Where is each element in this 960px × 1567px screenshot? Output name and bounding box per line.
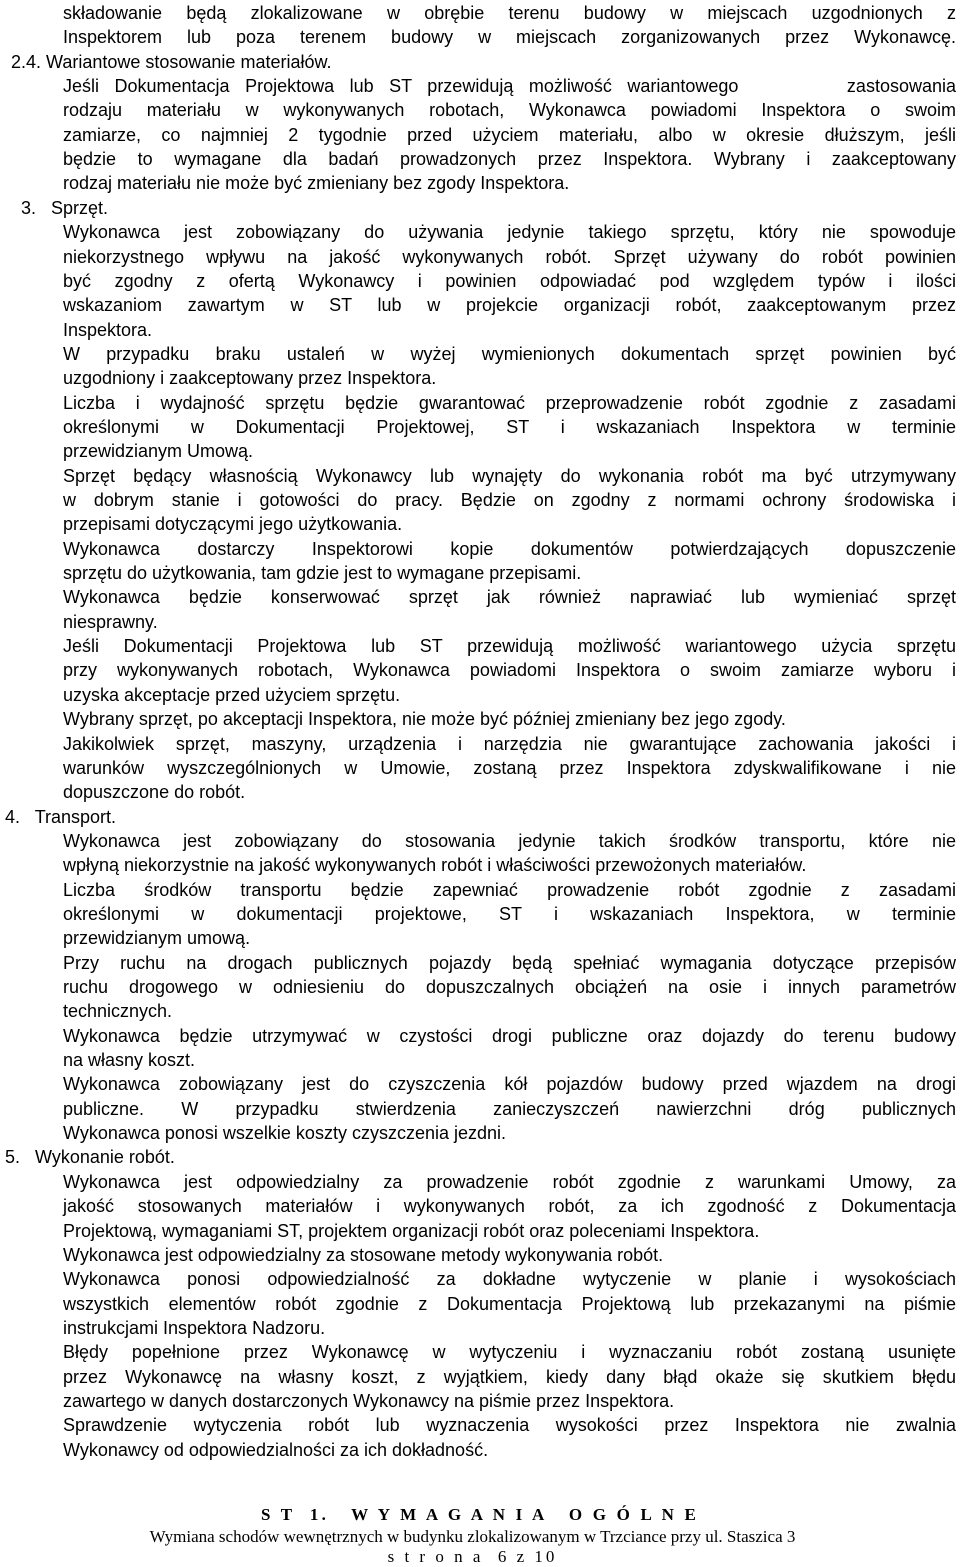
text-line: Projektową, wymaganiami ST, projektem organizacji robót oraz poleceniami Inspektora. bbox=[63, 1220, 760, 1241]
section-heading: 2.4. Wariantowe stosowanie materiałów. bbox=[11, 51, 332, 72]
text-line: Wykonawca jest zobowiązany do używania jedynie takiego sprzętu, który nie spowoduje bbox=[63, 222, 956, 243]
text-line: przewidzianym umową. bbox=[63, 928, 251, 949]
text-line: zamiarze, co najmniej 2 tygodnie przed użyciem materiału, albo w okresie dłuższym, jeśli bbox=[63, 124, 956, 145]
text-line: Wykonawca jest odpowiedzialny za prowadzenie robót zgodnie z warunkami Umowy, za bbox=[63, 1171, 956, 1192]
text-line: niesprawny. bbox=[63, 611, 158, 632]
text-line: ruchu drogowego w odniesieniu do dopuszczalnych obciążeń na osie i innych parametrów bbox=[63, 977, 956, 997]
text-line: Wykonawca jest odpowiedzialny za stosowane metody wykonywania robót. bbox=[63, 1244, 664, 1265]
text-line: Wykonawca będzie utrzymywać w czystości drogi publiczne oraz dojazdy do terenu budowy bbox=[63, 1025, 956, 1046]
text-line: Wykonawca zobowiązany jest do czyszczenia kół pojazdów budowy przed wjazdem na drogi bbox=[63, 1074, 956, 1095]
text-line: rodzaju materiału w wykonywanych robotach, Wykonawca powiadomi Inspektora o swoim bbox=[63, 100, 956, 121]
text-line: określonymi w dokumentacji projektowe, ST i wskazaniach Inspektora, w terminie bbox=[63, 903, 956, 924]
text-line: Wykonawca ponosi wszelkie koszty czyszczenia jezdni. bbox=[63, 1123, 507, 1144]
text-line: Wykonawca ponosi odpowiedzialność za dokładne wytyczenie w planie i wysokościach bbox=[63, 1269, 956, 1290]
footer-title: S T 1. W Y M A G A N I A O G Ó L N E bbox=[260, 1505, 700, 1524]
text-line: Inspektorem lub poza terenem budowy w miejscach zorganizowanych przez Wykonawcę. bbox=[63, 27, 956, 48]
text-line: Wykonawca dostarczy Inspektorowi kopie dokumentów potwierdzających dopuszczenie bbox=[63, 538, 956, 559]
text-line: Liczba środków transportu będzie zapewniać prowadzenie robót zgodnie z zasadami bbox=[63, 879, 956, 900]
footer-page-number: s t r o n a 6 z 10 bbox=[387, 1547, 558, 1566]
text-line: wpłyną niekorzystnie na jakość wykonywanych robót i właściwości przewożonych materiałów. bbox=[63, 855, 807, 876]
text-line: jakość stosowanych materiałów i wykonywanych robót, za ich zgodność z Dokumentacja bbox=[63, 1196, 956, 1217]
section-heading: 5. Wykonanie robót. bbox=[5, 1147, 175, 1168]
text-line: być zgodny z ofertą Wykonawcy i powinien odpowiadać pod względem typów i ilości bbox=[63, 270, 956, 291]
text-line: przewidzianym Umową. bbox=[63, 441, 254, 462]
text-line: Wykonawca jest zobowiązany do stosowania jedynie takich środków transportu, które nie bbox=[63, 830, 956, 851]
text-line: określonymi w Dokumentacji Projektowej, ST i wskazaniach Inspektora w terminie bbox=[63, 416, 956, 437]
text-line: niekorzystnego wpływu na jakość wykonywanych robót. Sprzęt używany do robót powinien bbox=[63, 246, 956, 267]
section-heading: 3. Sprzęt. bbox=[21, 197, 109, 218]
text-line: rodzaj materiału nie może być zmieniany bez zgody Inspektora. bbox=[63, 173, 570, 194]
text-line: Jakikolwiek sprzęt, maszyny, urządzenia i narzędzia nie gwarantujące zachowania jakości i bbox=[63, 733, 956, 754]
text-line: w dobrym stanie i gotowości do pracy. Będzie on zgodny z normami ochrony środowiska i bbox=[63, 490, 956, 510]
text-line: uzgodniony i zaakceptowany przez Inspektora. bbox=[63, 368, 437, 389]
text-line: dopuszczone do robót. bbox=[63, 782, 246, 803]
text-line: składowanie będą zlokalizowane w obrębie terenu budowy w miejscach uzgodnionych z bbox=[63, 3, 956, 23]
section-heading: 4. Transport. bbox=[5, 806, 117, 827]
text-line: wszystkich elementów robót zgodnie z Dokumentacja Projektową lub przekazanymi na piśmie bbox=[63, 1293, 956, 1314]
text-line: warunków wyszczególnionych w Umowie, zostaną przez Inspektora zdyskwalifikowane i nie bbox=[63, 757, 956, 778]
footer-subtitle: Wymiana schodów wewnętrznych w budynku zlokalizowanym w Trzciance przy ul. Staszica 3 bbox=[149, 1527, 796, 1546]
text-line: Wykonawca będzie konserwować sprzęt jak również naprawiać lub wymieniać sprzęt bbox=[63, 587, 956, 608]
text-line: Wybrany sprzęt, po akceptacji Inspektora, nie może być później zmieniany bez jego zgody. bbox=[63, 709, 786, 730]
text-line: Sprzęt będący własnością Wykonawcy lub wynajęty do wykonania robót ma być utrzymywany bbox=[63, 465, 956, 486]
text-line: technicznych. bbox=[63, 1001, 173, 1022]
text-line: Wykonawcy od odpowiedzialności za ich dokładność. bbox=[63, 1439, 489, 1460]
text-line: uzyska akceptacje przed użyciem sprzętu. bbox=[63, 684, 401, 705]
text-line: będzie to wymagane dla badań prowadzonych przez Inspektora. Wybrany i zaakceptowany bbox=[63, 149, 956, 170]
text-line: Liczba i wydajność sprzętu będzie gwarantować przeprowadzenie robót zgodnie z zasadami bbox=[63, 392, 956, 413]
text-line: instrukcjami Inspektora Nadzoru. bbox=[63, 1317, 326, 1338]
text-line: Sprawdzenie wytyczenia robót lub wyznaczenia wysokości przez Inspektora nie zwalnia bbox=[63, 1415, 956, 1436]
text-line: Błędy popełnione przez Wykonawcę w wytyczeniu i wyznaczaniu robót zostaną usunięte bbox=[63, 1342, 956, 1363]
text-line: W przypadku braku ustaleń w wyżej wymienionych dokumentach sprzęt powinien być bbox=[63, 343, 956, 364]
text-line: Jeśli Dokumentacja Projektowa lub ST przewidują możliwość wariantowego zastosowania bbox=[63, 76, 956, 97]
text-line: sprzętu do użytkowania, tam gdzie jest to wymagane przepisami. bbox=[63, 563, 582, 584]
text-line: Przy ruchu na drogach publicznych pojazdy będą spełniać wymagania dotyczące przepisów bbox=[63, 952, 956, 973]
text-line: publiczne. W przypadku stwierdzenia zanieczyszczeń nawierzchni dróg publicznych bbox=[63, 1098, 956, 1119]
text-line: zawartego w danych dostarczonych Wykonawcy na piśmie przez Inspektora. bbox=[63, 1390, 675, 1411]
text-line: Inspektora. bbox=[63, 319, 153, 340]
text-line: Jeśli Dokumentacji Projektowa lub ST przewidują możliwość wariantowego użycia sprzętu bbox=[63, 636, 956, 657]
text-line: przepisami dotyczącymi jego użytkowania. bbox=[63, 514, 403, 535]
text-line: wskazaniom zawartym w ST lub w projekcie organizacji robót, zaakceptowanym przez bbox=[63, 295, 956, 316]
text-line: na własny koszt. bbox=[63, 1050, 196, 1071]
text-line: przez Wykonawcę na własny koszt, z wyjątkiem, kiedy dany błąd okaże się skutkiem błędu bbox=[63, 1366, 956, 1387]
text-line: przy wykonywanych robotach, Wykonawca powiadomi Inspektora o swoim zamiarze wyboru i bbox=[63, 660, 956, 681]
